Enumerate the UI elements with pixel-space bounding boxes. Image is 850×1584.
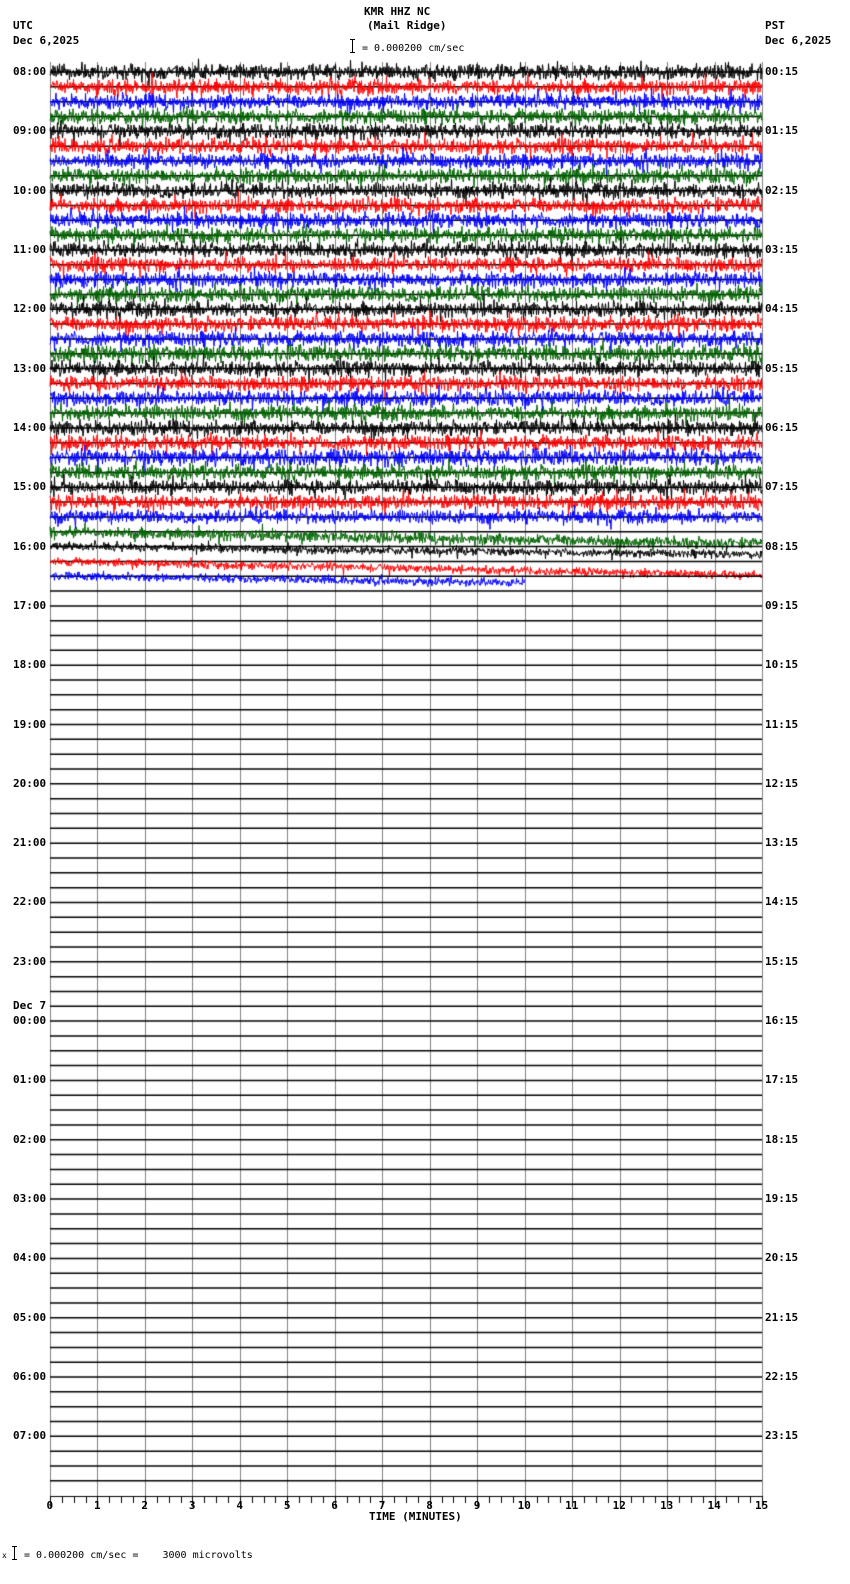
pst-hour-label: 23:15 — [765, 1429, 799, 1443]
pst-hour-label: 19:15 — [765, 1192, 799, 1206]
pst-hour-label: 13:15 — [765, 836, 799, 850]
pst-hour-label: 06:15 — [765, 420, 799, 434]
utc-hour-label: 13:00 — [13, 361, 47, 375]
utc-hour-label: 00:00 — [13, 1014, 47, 1028]
utc-hour-label: 20:00 — [13, 776, 47, 790]
utc-hour-label: 02:00 — [13, 1132, 47, 1146]
utc-hour-label: 23:00 — [13, 954, 47, 968]
pst-hour-label: 02:15 — [765, 183, 799, 197]
pst-hour-label: 05:15 — [765, 361, 799, 375]
utc-hour-label: 18:00 — [13, 658, 47, 672]
pst-hour-label: 15:15 — [765, 954, 799, 968]
footer-scale-text: = 0.000200 cm/sec = 3000 microvolts — [24, 1550, 253, 1561]
x-tick-label: 14 — [707, 1499, 721, 1512]
pst-hour-label: 10:15 — [765, 658, 799, 672]
utc-hour-label: 12:00 — [13, 302, 47, 316]
pst-hour-label: 14:15 — [765, 895, 799, 909]
utc-hour-label: 01:00 — [13, 1073, 47, 1087]
pst-hour-label: 07:15 — [765, 480, 799, 494]
utc-hour-label: 06:00 — [13, 1370, 47, 1384]
utc-hour-label: 05:00 — [13, 1310, 47, 1324]
pst-hour-label: 21:15 — [765, 1310, 799, 1324]
x-tick-label: 13 — [660, 1499, 674, 1512]
x-tick-label: 4 — [236, 1499, 243, 1512]
utc-hour-label: 07:00 — [13, 1429, 47, 1443]
x-tick-label: 8 — [426, 1499, 433, 1512]
utc-hour-label: 21:00 — [13, 836, 47, 850]
utc-hour-label: 22:00 — [13, 895, 47, 909]
x-tick-label: 6 — [331, 1499, 338, 1512]
utc-hour-label: 03:00 — [13, 1192, 47, 1206]
pst-hour-label: 04:15 — [765, 302, 799, 316]
x-axis-title: TIME (MINUTES) — [369, 1510, 462, 1523]
utc-hour-label: 14:00 — [13, 420, 47, 434]
utc-hour-label: 10:00 — [13, 183, 47, 197]
x-tick-label: 12 — [612, 1499, 626, 1512]
x-tick-label: 9 — [473, 1499, 481, 1512]
utc-hour-label: 16:00 — [13, 539, 47, 553]
footer-scale-prefix: x — [2, 1551, 7, 1560]
pst-hour-label: 08:15 — [765, 539, 799, 553]
utc-hour-label: 19:00 — [13, 717, 47, 731]
footer-scale-bar-icon — [14, 1546, 20, 1560]
utc-hour-label: 11:00 — [13, 242, 47, 256]
utc-hour-label: 15:00 — [13, 480, 47, 494]
pst-hour-label: 22:15 — [765, 1370, 799, 1384]
x-tick-label: 11 — [565, 1499, 579, 1512]
pst-hour-label: 17:15 — [765, 1073, 799, 1087]
pst-hour-label: 18:15 — [765, 1132, 799, 1146]
utc-hour-label: 09:00 — [13, 124, 47, 138]
date-change-label: Dec 7 — [13, 999, 47, 1013]
x-tick-label: 1 — [93, 1499, 101, 1512]
x-tick-label: 3 — [188, 1499, 196, 1512]
utc-hour-label: 08:00 — [13, 65, 47, 78]
x-tick-label: 15 — [755, 1499, 769, 1512]
pst-hour-label: 09:15 — [765, 598, 799, 612]
pst-hour-label: 16:15 — [765, 1014, 799, 1028]
x-tick-label: 0 — [46, 1499, 54, 1512]
utc-hour-label: 17:00 — [13, 598, 47, 612]
x-tick-label: 2 — [141, 1499, 149, 1512]
pst-hour-label: 20:15 — [765, 1251, 799, 1265]
pst-hour-label: 00:15 — [765, 65, 799, 78]
x-tick-label: 5 — [283, 1499, 291, 1512]
utc-hour-label: 04:00 — [13, 1251, 47, 1265]
pst-hour-label: 03:15 — [765, 242, 799, 256]
pst-hour-label: 01:15 — [765, 124, 799, 138]
x-tick-label: 10 — [517, 1499, 531, 1512]
pst-hour-label: 12:15 — [765, 776, 799, 790]
x-tick-label: 7 — [378, 1499, 386, 1512]
pst-hour-label: 11:15 — [765, 717, 799, 731]
